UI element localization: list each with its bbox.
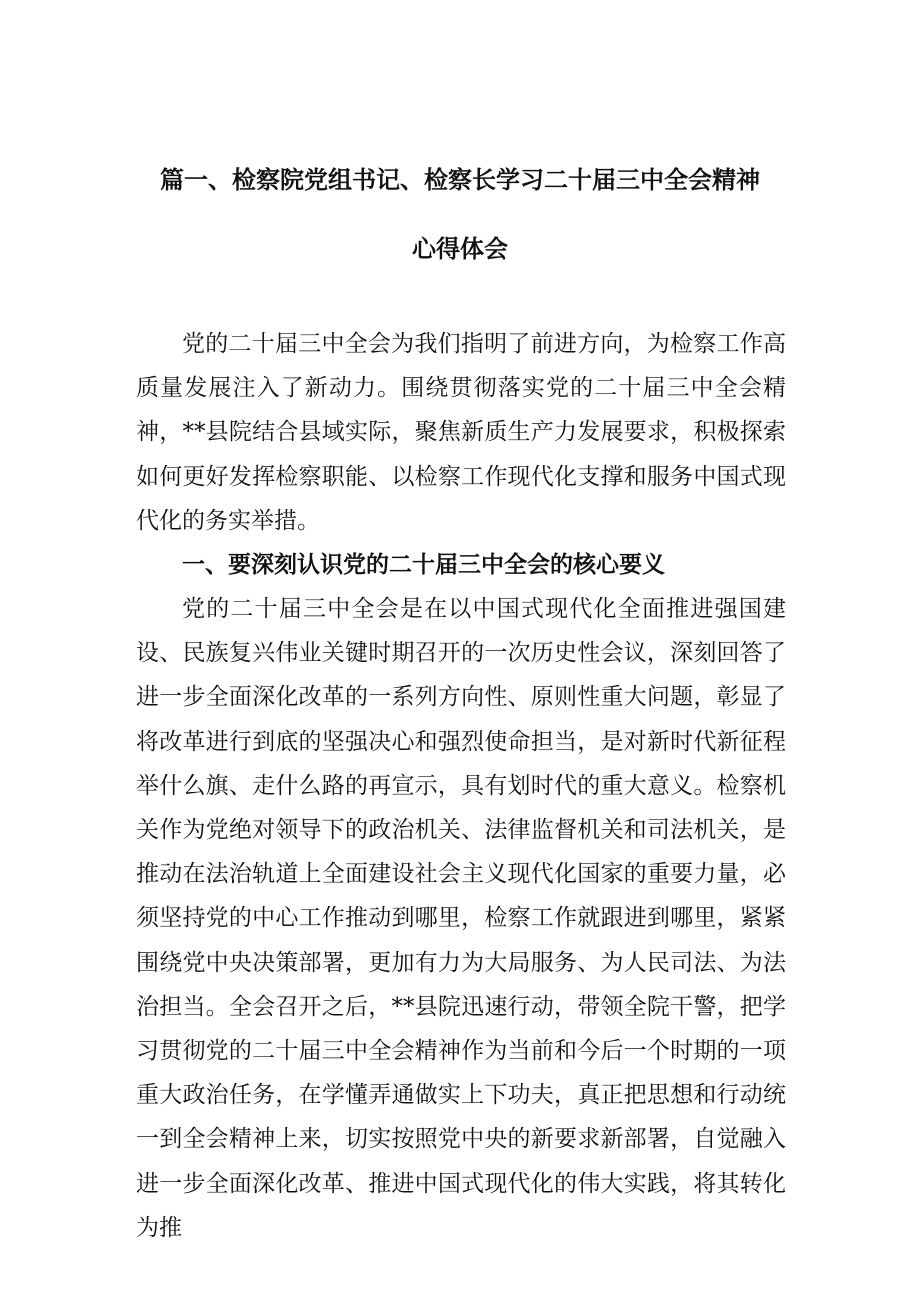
intro-paragraph-block (136, 322, 786, 543)
document-title-line-2: 心得体会 (412, 235, 508, 263)
section-heading-block (136, 543, 786, 587)
section-heading-1: 一、要深刻认识党的二十届三中全会的核心要义 (182, 552, 665, 578)
intro-paragraph: 党的二十届三中全会为我们指明了前进方向，为检察工作高质量发展注入了新动力。围绕贯彻落实党的二十届三中全会精神，**县院结合县域实际，聚焦新质生产力发展要求，积极探索如何更好发挥检察职能、以检察工作现代化支撑和服务中国式现代化的务实举措。 (136, 331, 786, 534)
section-paragraph-block (136, 587, 786, 1250)
section-paragraph-1: 党的二十届三中全会是在以中国式现代化全面推进强国建设、民族复兴伟业关键时期召开的一次历史性会议，深刻回答了进一步全面深化改革的一系列方向性、原则性重大问题，彰显了将改革进行到底的坚强决心和强烈使命担当，是对新时代新征程举什么旗、走什么路的再宣示，具有划时代的重大意义。检察机关作为党绝对领导下的政治机关、法律监督机关和司法机关，是推动在法治轨道上全面建设社会主义现代化国家的重要力量，必须坚持党的中心工作推动到哪里，检察工作就跟进到哪里，紧紧围绕党中央决策部署，更加有力为大局服务、为人民司法、为法治担当。全会召开之后，**县院迅速行动，带领全院干警，把学习贯彻党的二十届三中全会精神作为当前和今后一个时期的一项重大政治任务，在学懂弄通做实上下功夫，真正把思想和行动统一到全会精神上来，切实按照党中央的新要求新部署，自觉融入进一步全面深化改革、推进中国式现代化的伟大实践，将其转化为推 (136, 596, 786, 1241)
document-title-line-1: 篇一、检察院党组书记、检察长学习二十届三中全会精神 (160, 166, 760, 194)
